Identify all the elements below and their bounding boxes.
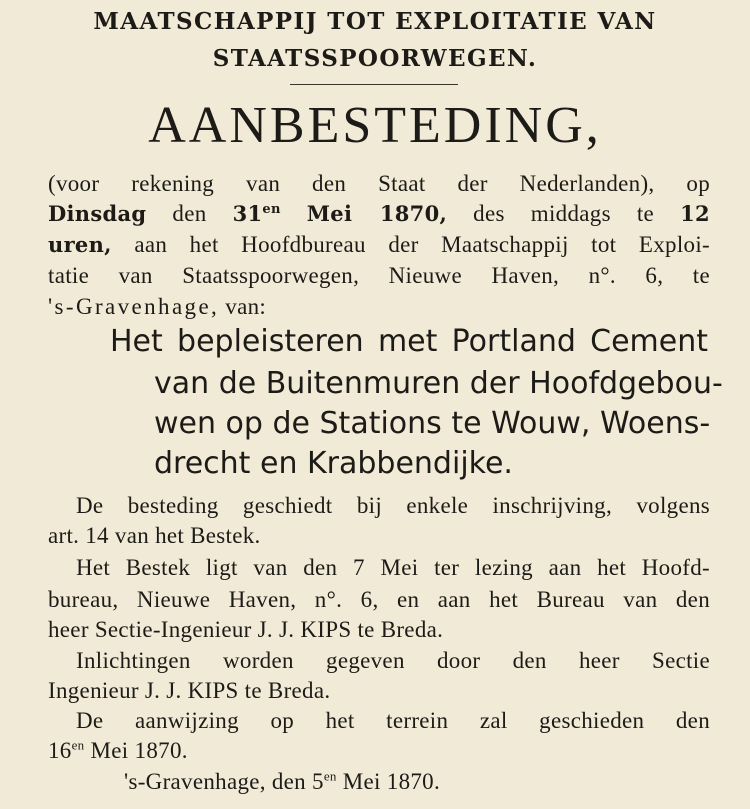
intro-line-5 bbox=[48, 295, 266, 318]
day-name: Dinsdag bbox=[48, 201, 147, 226]
paragraph-3-line-1: Inlichtingen worden gegeven door den heer Sectie bbox=[76, 648, 710, 673]
header-line-1: MAATSCHAPPIJ TOT EXPLOITATIE VAN bbox=[93, 8, 657, 35]
paragraph-1-line-2: art. 14 van het Bestek. bbox=[48, 523, 261, 548]
paragraph-4-line-2: $16^{en}$ Mei 1870. bbox=[48, 737, 188, 763]
paragraph-4-line-1: De aanwijzing op het terrein zal geschieden den bbox=[76, 708, 710, 733]
intro-line-1: (voor rekening van den Staat der Nederlanden), op bbox=[48, 171, 710, 196]
intro-van: van: bbox=[225, 294, 267, 319]
paragraph-2-line-1: Het Bestek ligt van den 7 Mei ter lezing aan het Hoofd- bbox=[76, 555, 710, 580]
header-divider bbox=[290, 84, 458, 85]
closing-place-date: 's-Gravenhage, den $5^{en}$ Mei 1870. bbox=[124, 768, 441, 794]
intro-line-4: tatie van Staatsspoorwegen, Nieuwe Haven, n°. 6, te bbox=[48, 263, 710, 288]
intro-line-2 bbox=[48, 202, 710, 225]
subject-line-2: van de Buitenmuren der Hoofdgebou- bbox=[154, 366, 723, 401]
place-name: 's-Gravenhage, bbox=[48, 294, 220, 319]
paragraph-2-line-3: heer Sectie-Ingenieur J. J. KIPS te Breda. bbox=[48, 617, 444, 642]
intro-line-3 bbox=[48, 233, 710, 256]
paragraph-1-line-1: De besteding geschiedt bij enkele inschrijving, volgens bbox=[76, 493, 710, 518]
intro-time-text: des middags te bbox=[473, 201, 655, 226]
paragraph-3-line-2: Ingenieur J. J. KIPS te Breda. bbox=[48, 678, 331, 703]
intro-den: den bbox=[172, 201, 207, 226]
subject-line-3: wen op de Stations te Wouw, Woens- bbox=[154, 406, 711, 441]
page-title: AANBESTEDING, bbox=[148, 97, 602, 154]
hours-word: uren, bbox=[48, 232, 112, 257]
date-day: $31^{en}$ bbox=[232, 201, 281, 226]
header-line-2: STAATSSPOORWEGEN. bbox=[212, 45, 538, 72]
subject-line-1: Het bepleisteren met Portland Cement bbox=[110, 324, 708, 359]
date-month-year: Mei 1870, bbox=[306, 201, 448, 226]
intro-line-3-rest: aan het Hoofdbureau der Maatschappij tot Exploi- bbox=[134, 232, 710, 257]
hour: 12 bbox=[680, 201, 710, 226]
subject-line-4: drecht en Krabbendijke. bbox=[154, 446, 513, 481]
paragraph-2-line-2: bureau, Nieuwe Haven, n°. 6, en aan het Bureau van den bbox=[48, 587, 710, 612]
